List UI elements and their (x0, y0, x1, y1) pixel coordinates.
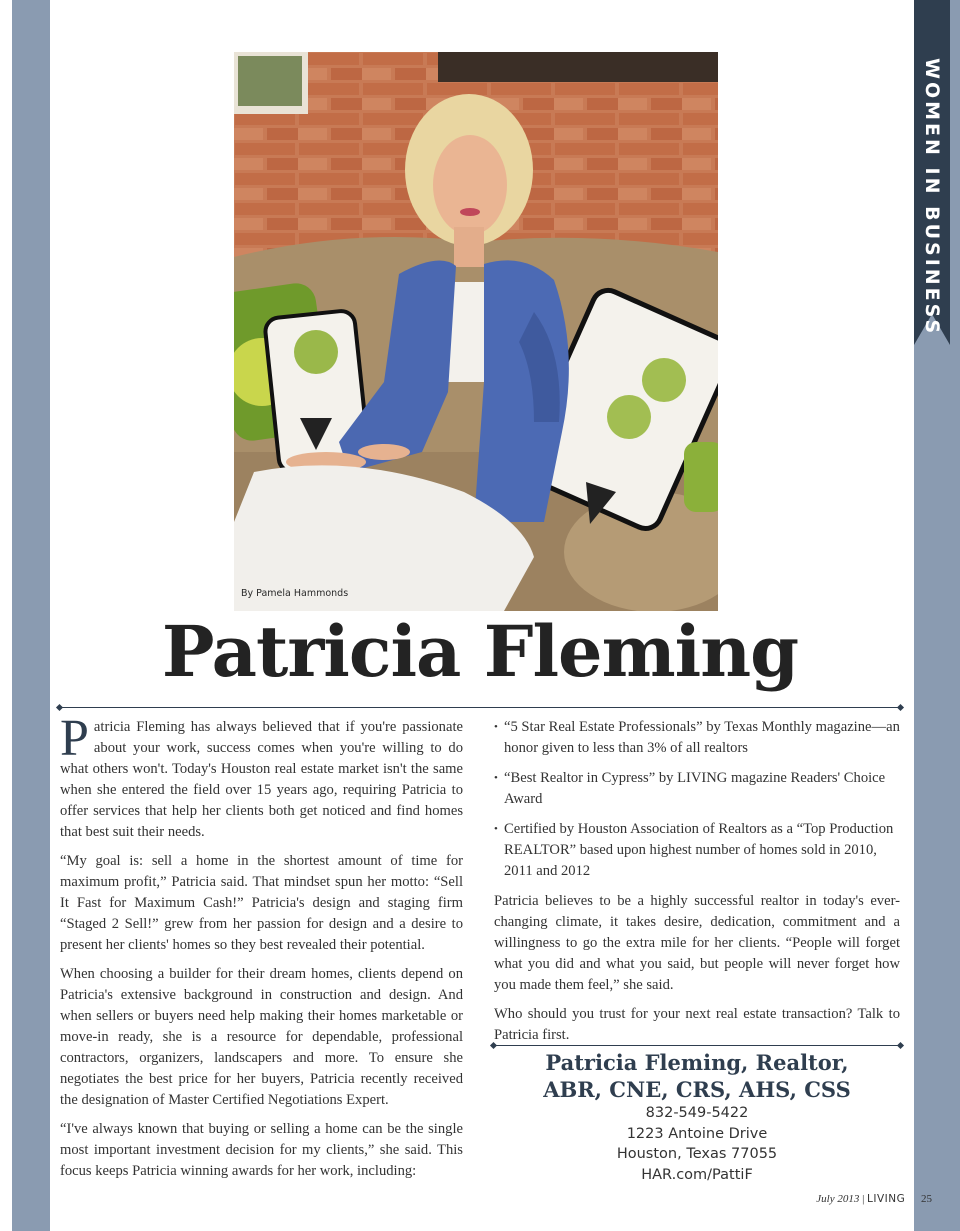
contact-block (494, 1049, 900, 1185)
body-paragraph: Who should you trust for your next real estate transaction? Talk to Patricia first. (494, 1006, 900, 1043)
intro-paragraph: Patricia Fleming has always believed that if you're passionate about your work, success comes when you're willing to do what others won't. Today's Houston real estate market isn't the same when she entered the field over 15 years ago, requiring Patricia to offer services that help her clients both get noticed and find homes that best suit their needs. (60, 710, 463, 840)
contact-website: HAR.com/PattiF (641, 1166, 753, 1183)
award-item: • “5 Star Real Estate Professionals” by Texas Monthly magazine—an honor given to less than 3% of all realtors (494, 717, 900, 759)
section-tab-label: WOMEN IN BUSINESS (921, 58, 943, 337)
photo-credit: By Pamela Hammonds (241, 588, 349, 599)
article-headline: Patricia Fleming (161, 610, 799, 693)
award-item: • “Best Realtor in Cypress” by LIVING magazine Readers' Choice Award (494, 768, 900, 810)
issue-date: July 2013 (816, 1193, 860, 1205)
page-footer (816, 1193, 932, 1205)
awards-list (494, 717, 900, 882)
headline-divider (60, 707, 900, 708)
portrait-photo (234, 52, 718, 611)
right-column (494, 717, 900, 1054)
footer-separator: | (862, 1193, 865, 1205)
contact-street: 1223 Antoine Drive (626, 1125, 768, 1142)
page-number: 25 (921, 1193, 932, 1205)
contact-phone: 832-549-5422 (645, 1105, 749, 1121)
body-paragraph: “My goal is: sell a home in the shortest amount of time for maximum profit,” Patricia said. That mindset spun her motto: “Sell It Fast for Maximum Cash!” Patricia's design and staging firm “Staged 2 Sell!” grew from her passion for design and a desire to present her clients' homes so they best revealed their potential. (60, 853, 463, 953)
body-paragraph: Patricia believes to be a highly successful realtor in today's ever-changing climate, it takes desire, dedication, commitment and a willingness to go the extra mile for her clients. “People will forget what you did and what you said, but people will never forget how you made them feel,” she said. (494, 893, 900, 993)
drop-cap: P (60, 710, 89, 767)
body-paragraph: “I've always known that buying or selling a home can be the single most important investment decision for my clients,” she said. This focus keeps Patricia winning awards for her work, including: (60, 1121, 463, 1179)
magazine-name: LIVING (867, 1193, 906, 1205)
contact-name: Patricia Fleming, Realtor, (545, 1050, 849, 1075)
left-column (60, 710, 463, 1190)
contact-city: Houston, Texas 77055 (616, 1146, 778, 1162)
body-paragraph: When choosing a builder for their dream homes, clients depend on Patricia's extensive background in construction and design. And when sellers or buyers need help making their homes marketable or move-in ready, she is a resource for dependable, professional contractors, organizers, landscapers and more. To ensure she negotiates the best price for her buyers, Patricia recently received the designation of Master Certified Negotiations Expert. (60, 966, 463, 1108)
contact-divider (494, 1045, 900, 1046)
award-item: • Certified by Houston Association of Realtors as a “Top Production REALTOR” based upon highest number of homes sold in 2010, 2011 and 2012 (494, 819, 900, 882)
contact-credentials: ABR, CNE, CRS, AHS, CSS (543, 1077, 851, 1102)
